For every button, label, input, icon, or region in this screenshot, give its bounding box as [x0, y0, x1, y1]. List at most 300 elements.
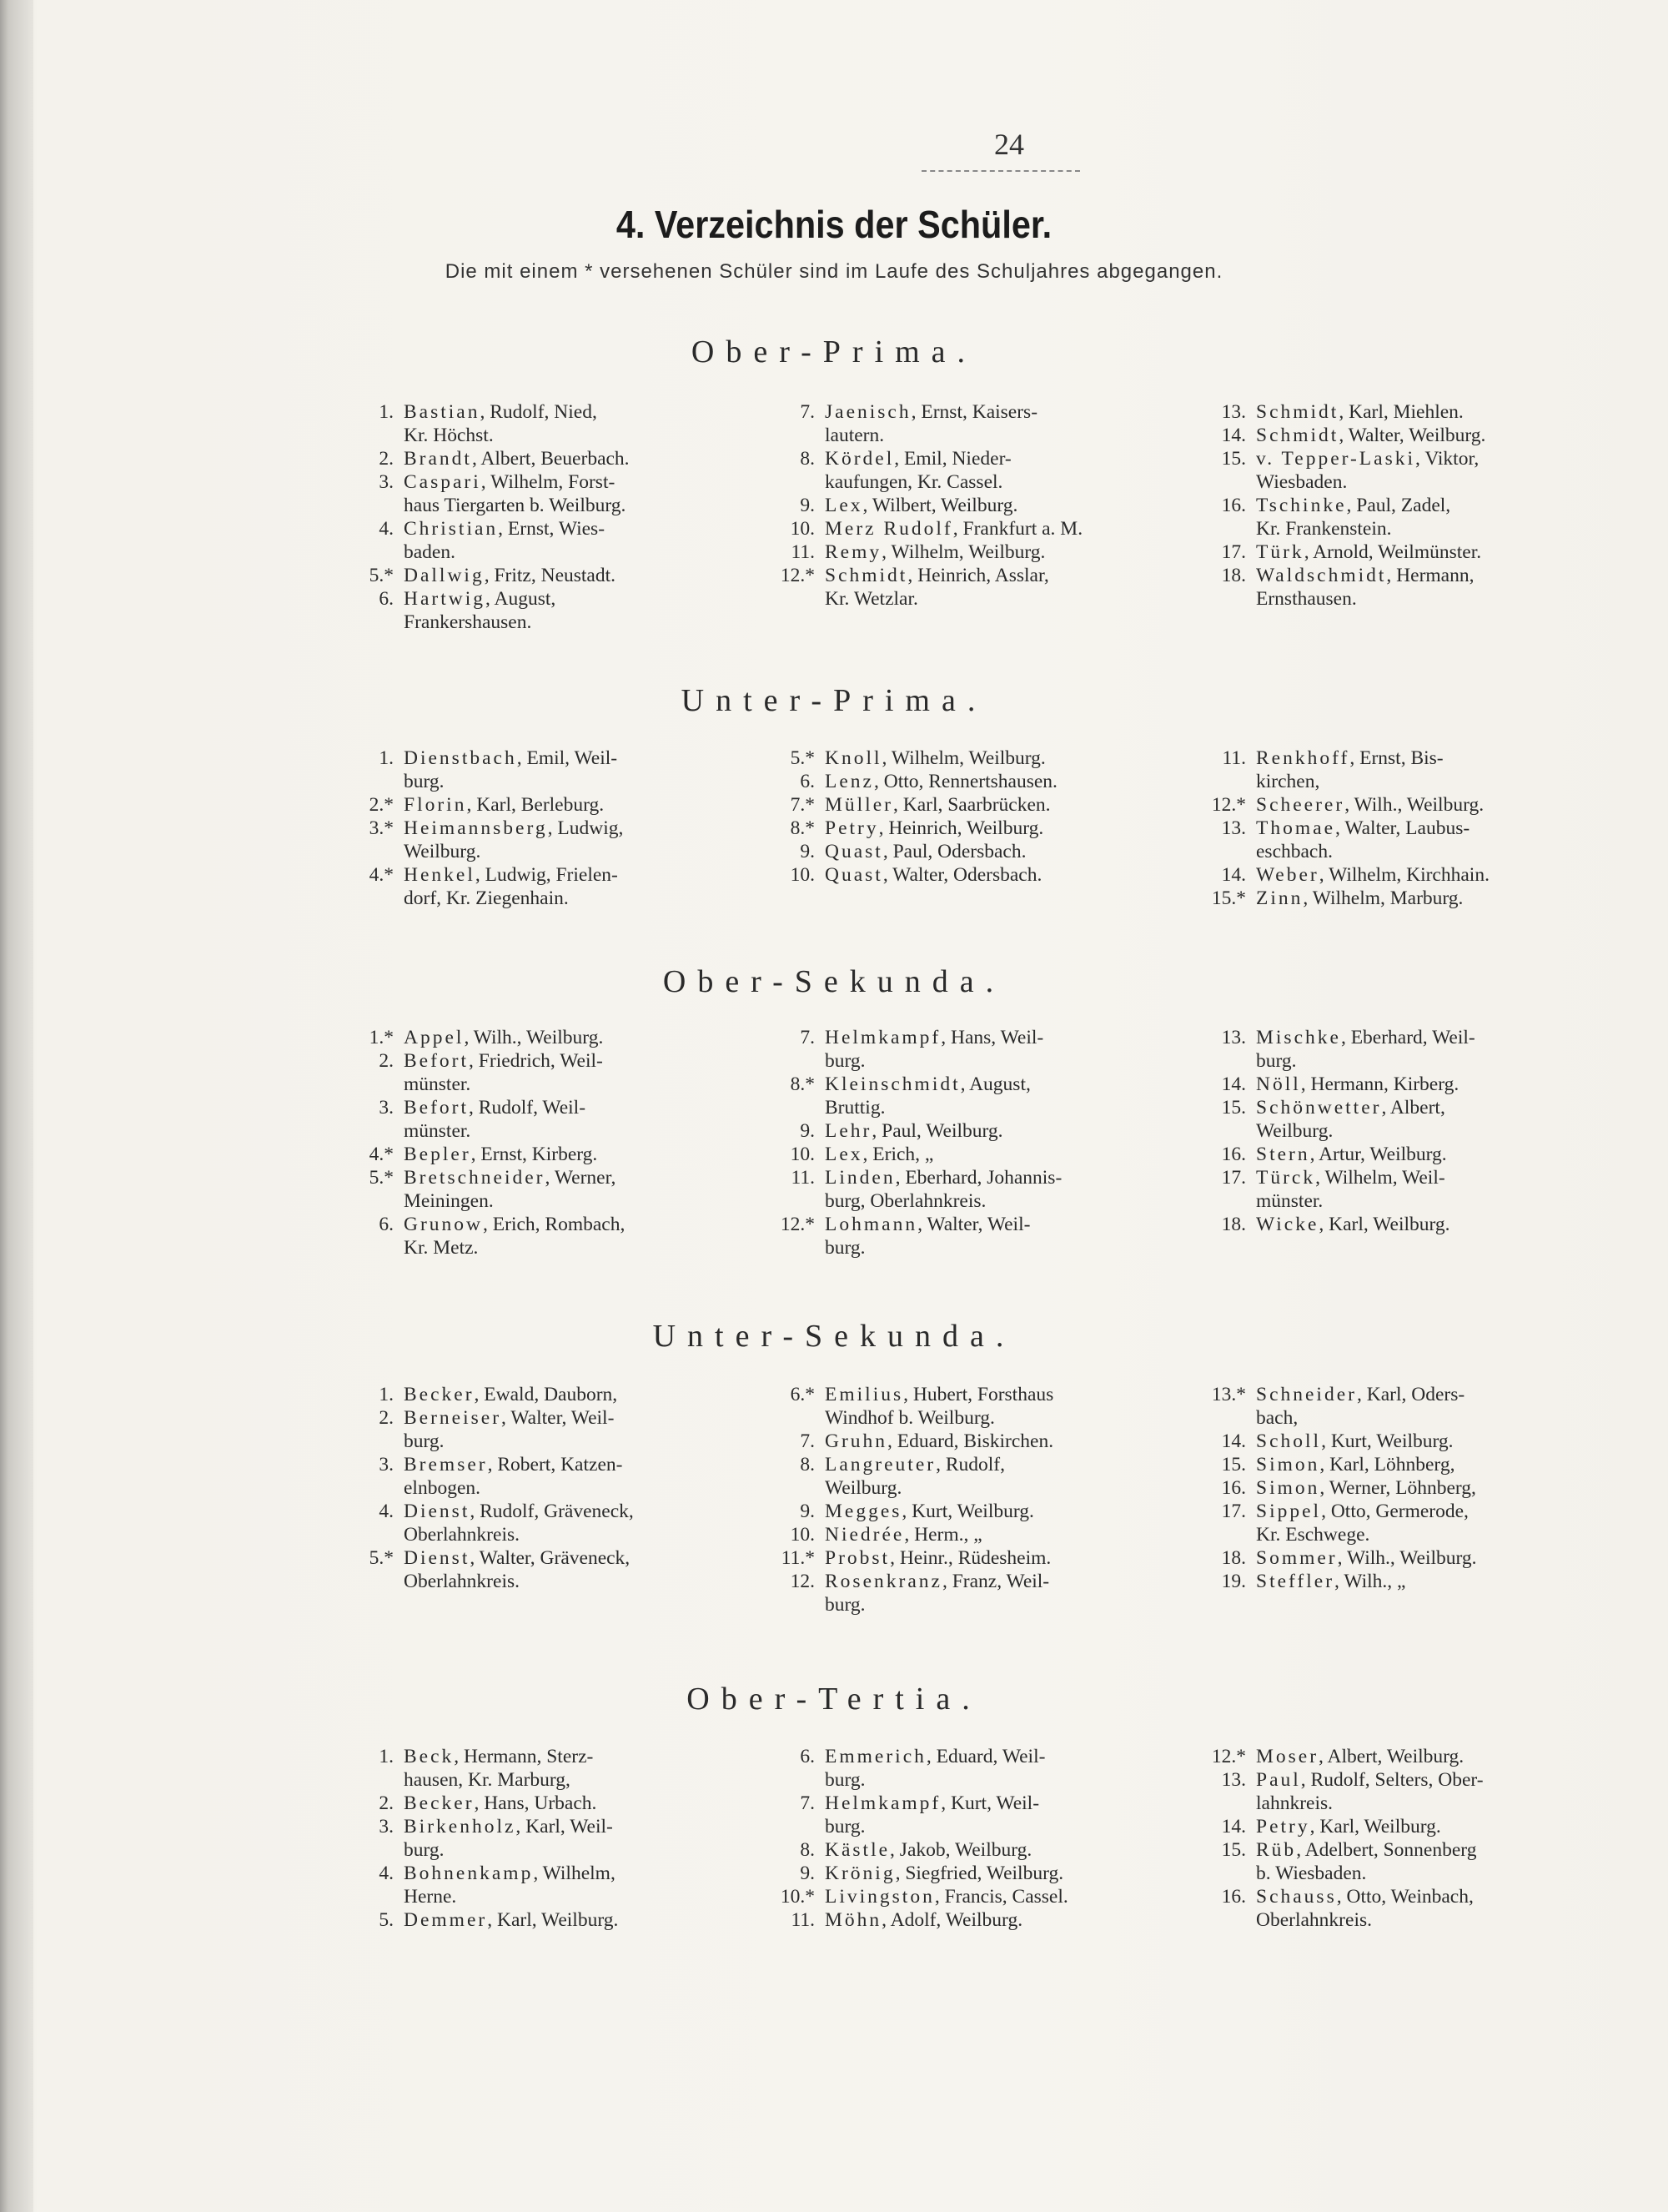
- entry-line: Schauss, Otto, Weinbach,: [1256, 1886, 1474, 1908]
- entry-text: [825, 564, 1205, 611]
- entry-number: 7.: [800, 1792, 815, 1814]
- student-entry: [771, 793, 1205, 817]
- entry-line: Jaenisch, Ernst, Kaisers-: [825, 401, 1038, 423]
- entry-number: 7.: [800, 1430, 815, 1452]
- entry-line: Steffler, Wilh., „: [1256, 1571, 1406, 1592]
- entry-number: 8.: [800, 1839, 815, 1861]
- section-title-ober-sekunda: Ober-Sekunda.: [662, 964, 1006, 999]
- entry-text: [825, 793, 1205, 817]
- student-entry: [771, 1885, 1205, 1908]
- entry-text: [404, 1166, 776, 1213]
- entry-text: [1256, 1885, 1620, 1932]
- entry-line: Nöll, Hermann, Kirberg.: [1256, 1073, 1460, 1095]
- entry-number: 18.: [1221, 1214, 1246, 1235]
- entry-text: [404, 747, 776, 793]
- section-title-unter-prima: Unter-Prima.: [681, 683, 987, 718]
- entry-line: bach,: [1256, 1407, 1299, 1429]
- entry-text: [404, 1745, 776, 1792]
- student-entry: [771, 1453, 1205, 1500]
- entry-line: Langreuter, Rudolf,: [825, 1454, 1005, 1476]
- entry-line: burg.: [404, 1839, 445, 1861]
- entry-number: 16.: [1221, 495, 1246, 516]
- entry-text: [1256, 540, 1620, 564]
- entry-number: 4.*: [369, 1144, 394, 1165]
- entry-text: [825, 747, 1205, 770]
- student-entry: [771, 564, 1205, 611]
- student-entry: [1203, 1143, 1620, 1166]
- student-entry: [771, 1119, 1205, 1143]
- entry-line: Bohnenkamp, Wilhelm,: [404, 1863, 615, 1884]
- entry-text: [1256, 1838, 1620, 1885]
- entry-line: Bastian, Rudolf, Nied,: [404, 401, 597, 423]
- entry-line: burg.: [404, 771, 445, 792]
- student-entry: [350, 1143, 776, 1166]
- entry-text: [404, 564, 776, 587]
- student-entry: [771, 1500, 1205, 1523]
- entry-text: [1256, 1073, 1620, 1096]
- entry-line: Stern, Artur, Weilburg.: [1256, 1144, 1447, 1165]
- entry-number: 2.: [379, 448, 394, 470]
- entry-number: 13.: [1221, 817, 1246, 839]
- entry-text: [825, 770, 1205, 793]
- entry-text: [825, 1745, 1205, 1792]
- entry-line: Befort, Friedrich, Weil-: [404, 1050, 603, 1072]
- entry-text: [825, 817, 1205, 840]
- student-entry: [771, 447, 1205, 494]
- student-entry: [771, 1073, 1205, 1119]
- entry-text: [1256, 494, 1620, 540]
- entry-line: lautern.: [825, 425, 885, 446]
- student-entry: [1203, 1745, 1620, 1768]
- entry-text: [825, 1453, 1205, 1500]
- entry-text: [1256, 1143, 1620, 1166]
- entry-line: Beck, Hermann, Sterz-: [404, 1746, 594, 1767]
- entry-line: münster.: [1256, 1190, 1324, 1212]
- entry-line: Windhof b. Weilburg.: [825, 1407, 995, 1429]
- student-entry: [1203, 1500, 1620, 1546]
- entry-line: Herne.: [404, 1886, 457, 1908]
- student-entry: [771, 1745, 1205, 1792]
- entry-text: [825, 1838, 1205, 1862]
- entry-line: Bruttig.: [825, 1097, 886, 1119]
- student-entry: [1203, 1096, 1620, 1143]
- entry-text: [404, 1096, 776, 1143]
- entry-text: [825, 540, 1205, 564]
- entry-line: lahnkreis.: [1256, 1792, 1334, 1814]
- entry-number: 15.: [1221, 1839, 1246, 1861]
- section-ober-sekunda-column-1: [350, 1026, 776, 1259]
- entry-text: [1256, 1500, 1620, 1546]
- entry-line: Berneiser, Walter, Weil-: [404, 1407, 615, 1429]
- entry-text: [404, 1213, 776, 1259]
- entry-line: Kr. Wetzlar.: [825, 588, 918, 610]
- entry-line: Becker, Hans, Urbach.: [404, 1792, 597, 1814]
- entry-text: [1256, 1745, 1620, 1768]
- section-ober-prima-column-1: [350, 400, 776, 634]
- entry-number: 8.: [800, 1454, 815, 1476]
- entry-text: [825, 517, 1205, 540]
- entry-text: [825, 1570, 1205, 1616]
- student-entry: [771, 1213, 1205, 1259]
- entry-number: 12.: [790, 1571, 815, 1592]
- entry-line: Sommer, Wilh., Weilburg.: [1256, 1547, 1477, 1569]
- student-entry: [1203, 863, 1620, 887]
- entry-line: burg.: [1256, 1050, 1297, 1072]
- student-entry: [771, 1908, 1205, 1932]
- entry-line: Gruhn, Eduard, Biskirchen.: [825, 1430, 1054, 1452]
- section-ober-prima-column-3: [1203, 400, 1620, 611]
- entry-line: burg, Oberlahnkreis.: [825, 1190, 987, 1212]
- student-entry: [1203, 494, 1620, 540]
- entry-text: [1256, 1453, 1620, 1476]
- entry-line: Krönig, Siegfried, Weilburg.: [825, 1863, 1064, 1884]
- entry-text: [825, 400, 1205, 447]
- entry-text: [1256, 1815, 1620, 1838]
- entry-line: Müller, Karl, Saarbrücken.: [825, 794, 1051, 816]
- entry-number: 9.: [800, 1863, 815, 1884]
- entry-line: Lehr, Paul, Weilburg.: [825, 1120, 1003, 1142]
- entry-number: 10.: [790, 1144, 815, 1165]
- entry-line: Scheerer, Wilh., Weilburg.: [1256, 794, 1485, 816]
- student-entry: [1203, 1166, 1620, 1213]
- entry-text: [825, 1546, 1205, 1570]
- entry-number: 6.: [379, 1214, 394, 1235]
- entry-line: Befort, Rudolf, Weil-: [404, 1097, 586, 1119]
- entry-text: [404, 1546, 776, 1593]
- entry-text: [825, 1885, 1205, 1908]
- student-entry: [350, 587, 776, 634]
- entry-number: 5.*: [369, 1167, 394, 1189]
- entry-line: Scholl, Kurt, Weilburg.: [1256, 1430, 1454, 1452]
- main-heading: 4. Verzeichnis der Schüler.: [615, 203, 1053, 246]
- entry-line: Oberlahnkreis.: [404, 1571, 520, 1592]
- student-entry: [771, 770, 1205, 793]
- student-entry: [350, 564, 776, 587]
- student-entry: [1203, 793, 1620, 817]
- entry-number: 3.: [379, 471, 394, 493]
- entry-line: Niedrée, Herm., „: [825, 1524, 982, 1546]
- entry-line: hausen, Kr. Marburg,: [404, 1769, 570, 1791]
- entry-line: Möhn, Adolf, Weilburg.: [825, 1909, 1023, 1931]
- entry-text: [404, 1500, 776, 1546]
- entry-line: Petry, Karl, Weilburg.: [1256, 1816, 1441, 1837]
- entry-line: burg.: [825, 1769, 866, 1791]
- entry-number: 12.*: [780, 565, 815, 586]
- entry-number: 19.: [1221, 1571, 1246, 1592]
- entry-line: Caspari, Wilhelm, Forst-: [404, 471, 615, 493]
- entry-text: [1256, 1430, 1620, 1453]
- entry-line: münster.: [404, 1120, 471, 1142]
- entry-line: burg.: [825, 1816, 866, 1837]
- student-entry: [350, 1213, 776, 1259]
- entry-line: Türck, Wilhelm, Weil-: [1256, 1167, 1445, 1189]
- entry-text: [1256, 793, 1620, 817]
- student-entry: [350, 1383, 776, 1406]
- entry-line: Dienstbach, Emil, Weil-: [404, 747, 618, 769]
- entry-line: Renkhoff, Ernst, Bis-: [1256, 747, 1444, 769]
- entry-number: 1.: [379, 1384, 394, 1405]
- entry-line: Kästle, Jakob, Weilburg.: [825, 1839, 1032, 1861]
- entry-line: Lenz, Otto, Rennertshausen.: [825, 771, 1058, 792]
- entry-number: 12.*: [780, 1214, 815, 1235]
- section-title-unter-sekunda: Unter-Sekunda.: [652, 1319, 1016, 1354]
- entry-number: 7.*: [790, 794, 815, 816]
- entry-text: [1256, 863, 1620, 887]
- entry-text: [404, 470, 776, 517]
- student-entry: [1203, 1453, 1620, 1476]
- entry-number: 13.: [1221, 1027, 1246, 1048]
- entry-text: [825, 1862, 1205, 1885]
- entry-text: [1256, 564, 1620, 611]
- entry-number: 13.: [1221, 1769, 1246, 1791]
- student-entry: [771, 1792, 1205, 1838]
- entry-line: Dallwig, Fritz, Neustadt.: [404, 565, 616, 586]
- student-entry: [771, 1166, 1205, 1213]
- student-entry: [1203, 540, 1620, 564]
- student-entry: [1203, 1476, 1620, 1500]
- student-entry: [771, 840, 1205, 863]
- entry-line: Quast, Walter, Odersbach.: [825, 864, 1042, 886]
- entry-number: 5.*: [369, 565, 394, 586]
- entry-number: 15.: [1221, 1097, 1246, 1119]
- entry-number: 11.: [791, 1909, 815, 1931]
- entry-text: [825, 1908, 1205, 1932]
- entry-line: Probst, Heinr., Rüdesheim.: [825, 1547, 1052, 1569]
- entry-text: [404, 517, 776, 564]
- section-ober-tertia-column-3: [1203, 1745, 1620, 1932]
- entry-number: 8.: [800, 448, 815, 470]
- entry-line: Lex, Erich, „: [825, 1144, 934, 1165]
- entry-number: 17.: [1221, 1167, 1246, 1189]
- entry-line: Oberlahnkreis.: [1256, 1909, 1372, 1931]
- entry-line: Helmkampf, Kurt, Weil-: [825, 1792, 1040, 1814]
- student-entry: [771, 517, 1205, 540]
- entry-number: 1.: [379, 1746, 394, 1767]
- entry-line: Lohmann, Walter, Weil-: [825, 1214, 1031, 1235]
- entry-number: 5.*: [790, 747, 815, 769]
- entry-number: 2.: [379, 1792, 394, 1814]
- student-entry: [350, 1745, 776, 1792]
- entry-line: Merz Rudolf, Frankfurt a. M.: [825, 518, 1083, 540]
- entry-line: Ernsthausen.: [1256, 588, 1357, 610]
- entry-line: münster.: [404, 1073, 471, 1095]
- section-title-ober-tertia: Ober-Tertia.: [686, 1682, 982, 1717]
- entry-text: [404, 1143, 776, 1166]
- entry-line: Becker, Ewald, Dauborn,: [404, 1384, 618, 1405]
- entry-text: [404, 1406, 776, 1453]
- entry-number: 3.*: [369, 817, 394, 839]
- student-entry: [1203, 400, 1620, 424]
- entry-line: Kr. Frankenstein.: [1256, 518, 1392, 540]
- entry-number: 17.: [1221, 541, 1246, 563]
- entry-line: Sippel, Otto, Germerode,: [1256, 1501, 1469, 1522]
- entry-line: Linden, Eberhard, Johannis-: [825, 1167, 1063, 1189]
- entry-line: Tschinke, Paul, Zadel,: [1256, 495, 1451, 516]
- entry-number: 16.: [1221, 1144, 1246, 1165]
- entry-text: [1256, 1383, 1620, 1430]
- section-unter-prima-column-3: [1203, 747, 1620, 910]
- student-entry: [350, 1546, 776, 1593]
- entry-number: 5.*: [369, 1547, 394, 1569]
- entry-text: [1256, 424, 1620, 447]
- entry-line: Emilius, Hubert, Forsthaus: [825, 1384, 1054, 1405]
- entry-line: Weilburg.: [825, 1477, 902, 1499]
- student-entry: [350, 1406, 776, 1453]
- entry-number: 14.: [1221, 1430, 1246, 1452]
- student-entry: [350, 1049, 776, 1096]
- entry-number: 7.: [800, 1027, 815, 1048]
- entry-text: [1256, 817, 1620, 863]
- section-title-ober-prima: Ober-Prima.: [691, 334, 977, 370]
- entry-line: Henkel, Ludwig, Frielen-: [404, 864, 618, 886]
- entry-number: 11.*: [781, 1547, 815, 1569]
- entry-line: Appel, Wilh., Weilburg.: [404, 1027, 604, 1048]
- entry-number: 6.: [800, 771, 815, 792]
- student-entry: [350, 1500, 776, 1546]
- entry-line: Thomae, Walter, Laubus-: [1256, 817, 1470, 839]
- entry-number: 15.: [1221, 448, 1246, 470]
- entry-text: [1256, 887, 1620, 910]
- entry-text: [825, 863, 1205, 887]
- entry-line: Moser, Albert, Weilburg.: [1256, 1746, 1465, 1767]
- entry-text: [825, 1430, 1205, 1453]
- entry-number: 3.: [379, 1454, 394, 1476]
- page-number: 24: [994, 128, 1024, 161]
- student-entry: [771, 1838, 1205, 1862]
- student-entry: [771, 1523, 1205, 1546]
- entry-text: [404, 400, 776, 447]
- student-entry: [1203, 887, 1620, 910]
- entry-number: 17.: [1221, 1501, 1246, 1522]
- entry-line: Zinn, Wilhelm, Marburg.: [1256, 887, 1464, 909]
- student-entry: [350, 517, 776, 564]
- entry-line: Simon, Karl, Löhnberg,: [1256, 1454, 1455, 1476]
- entry-text: [404, 1453, 776, 1500]
- entry-text: [1256, 1166, 1620, 1213]
- entry-number: 9.: [800, 1501, 815, 1522]
- entry-number: 18.: [1221, 565, 1246, 586]
- entry-number: 14.: [1221, 1816, 1246, 1837]
- student-entry: [350, 817, 776, 863]
- entry-text: [825, 1143, 1205, 1166]
- entry-line: Kr. Höchst.: [404, 425, 494, 446]
- student-entry: [1203, 447, 1620, 494]
- entry-line: Kleinschmidt, August,: [825, 1073, 1031, 1095]
- entry-line: Kr. Metz.: [404, 1237, 479, 1259]
- student-entry: [771, 1026, 1205, 1073]
- student-entry: [1203, 1073, 1620, 1096]
- entry-text: [1256, 1026, 1620, 1073]
- student-entry: [350, 1453, 776, 1500]
- entry-number: 15.: [1221, 1454, 1246, 1476]
- student-entry: [771, 540, 1205, 564]
- section-ober-prima-column-2: [771, 400, 1205, 611]
- entry-line: Petry, Heinrich, Weilburg.: [825, 817, 1044, 839]
- section-unter-sekunda-column-1: [350, 1383, 776, 1593]
- entry-text: [404, 1908, 776, 1932]
- student-entry: [771, 1862, 1205, 1885]
- entry-text: [1256, 1546, 1620, 1570]
- student-entry: [1203, 1838, 1620, 1885]
- student-entry: [771, 1546, 1205, 1570]
- entry-line: Weilburg.: [1256, 1120, 1334, 1142]
- entry-number: 3.: [379, 1097, 394, 1119]
- entry-line: Demmer, Karl, Weilburg.: [404, 1909, 619, 1931]
- entry-text: [1256, 1570, 1620, 1593]
- entry-text: [1256, 400, 1620, 424]
- entry-line: Rüb, Adelbert, Sonnenberg: [1256, 1839, 1477, 1861]
- entry-number: 6.: [800, 1746, 815, 1767]
- entry-text: [404, 817, 776, 863]
- section-unter-sekunda-column-3: [1203, 1383, 1620, 1593]
- entry-line: Bepler, Ernst, Kirberg.: [404, 1144, 598, 1165]
- entry-line: elnbogen.: [404, 1477, 481, 1499]
- entry-number: 15.*: [1211, 887, 1246, 909]
- entry-number: 1.: [379, 747, 394, 769]
- entry-line: Waldschmidt, Hermann,: [1256, 565, 1475, 586]
- entry-line: Megges, Kurt, Weilburg.: [825, 1501, 1034, 1522]
- section-unter-sekunda-column-2: [771, 1383, 1205, 1616]
- entry-text: [825, 1166, 1205, 1213]
- entry-number: 9.: [800, 1120, 815, 1142]
- entry-text: [825, 1500, 1205, 1523]
- entry-line: Emmerich, Eduard, Weil-: [825, 1746, 1046, 1767]
- entry-text: [404, 1815, 776, 1862]
- entry-number: 2.: [379, 1050, 394, 1072]
- entry-line: kirchen,: [1256, 771, 1320, 792]
- entry-line: burg.: [825, 1237, 866, 1259]
- entry-number: 4.: [379, 1863, 394, 1884]
- entry-text: [1256, 747, 1620, 793]
- entry-line: Paul, Rudolf, Selters, Ober-: [1256, 1769, 1484, 1791]
- entry-line: Dienst, Rudolf, Gräveneck,: [404, 1501, 634, 1522]
- entry-line: burg.: [404, 1430, 445, 1452]
- student-entry: [350, 863, 776, 910]
- entry-text: [825, 1026, 1205, 1073]
- entry-line: Simon, Werner, Löhnberg,: [1256, 1477, 1476, 1499]
- entry-number: 12.*: [1211, 794, 1246, 816]
- entry-line: Heimannsberg, Ludwig,: [404, 817, 624, 839]
- student-entry: [1203, 1026, 1620, 1073]
- entry-number: 14.: [1221, 425, 1246, 446]
- entry-line: b. Wiesbaden.: [1256, 1863, 1367, 1884]
- entry-number: 1.*: [369, 1027, 394, 1048]
- entry-number: 16.: [1221, 1886, 1246, 1908]
- entry-line: Bretschneider, Werner,: [404, 1167, 616, 1189]
- student-entry: [1203, 817, 1620, 863]
- entry-line: Schneider, Karl, Oders-: [1256, 1384, 1465, 1405]
- entry-line: Weber, Wilhelm, Kirchhain.: [1256, 864, 1490, 886]
- page-number-ornament: [922, 167, 1080, 172]
- entry-number: 4.: [379, 518, 394, 540]
- entry-line: Quast, Paul, Odersbach.: [825, 841, 1027, 862]
- entry-line: Dienst, Walter, Gräveneck,: [404, 1547, 631, 1569]
- entry-line: Weilburg.: [404, 841, 481, 862]
- student-entry: [1203, 1546, 1620, 1570]
- entry-number: 14.: [1221, 1073, 1246, 1095]
- student-entry: [350, 1096, 776, 1143]
- entry-number: 8.*: [790, 1073, 815, 1095]
- student-entry: [350, 793, 776, 817]
- section-ober-tertia-column-1: [350, 1745, 776, 1932]
- entry-number: 13.: [1221, 401, 1246, 423]
- entry-line: Kr. Eschwege.: [1256, 1524, 1370, 1546]
- student-entry: [350, 470, 776, 517]
- entry-number: 3.: [379, 1816, 394, 1837]
- entry-line: Mischke, Eberhard, Weil-: [1256, 1027, 1475, 1048]
- entry-line: Rosenkranz, Franz, Weil-: [825, 1571, 1050, 1592]
- student-entry: [771, 494, 1205, 517]
